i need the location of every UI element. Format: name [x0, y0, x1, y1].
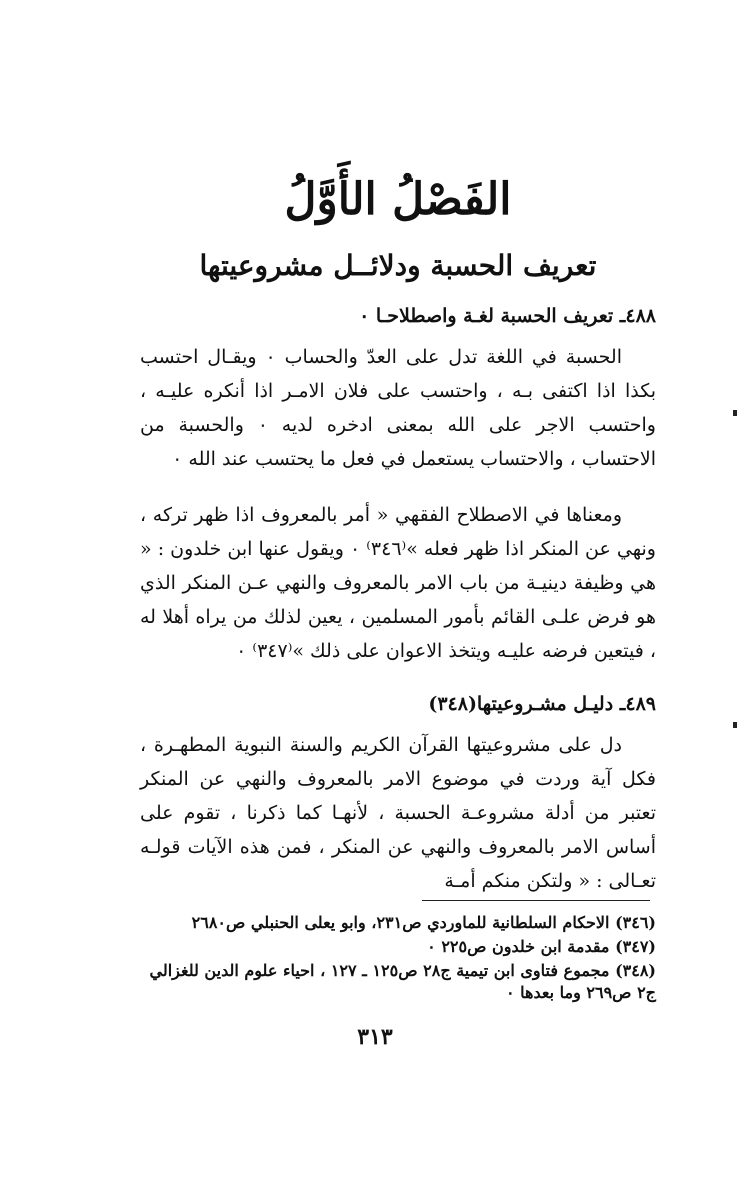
- margin-mark: [733, 410, 737, 416]
- section-heading-489: ٤٨٩ـ دليـل مشـروعيتها(٣٤٨): [428, 693, 656, 715]
- footnotes: [140, 912, 656, 1006]
- footnote-346: (٣٤٦) الاحكام السلطانية للماوردي ص٢٣١، وابو يعلى الحنبلي ص٢٦٨٠: [191, 913, 656, 932]
- chapter-subtitle: تعريف الحسبة ودلائــل مشروعيتها: [199, 249, 597, 282]
- paragraph-legitimacy-evidence: دل على مشروعيتها القرآن الكريم والسنة النبوية المطهـرة ، فكل آية وردت في موضوع الامر بالمعروف والنهي عن المنكر تعتبر من أدلة مشروعـة الحسبة ، لأنهـا كما ذكرنا ، تقوم على أساس الامر بالمعروف والنهي عن المنكر ، فمن هذه الآيات قولـه تعـالى : « ولتكن منكم أمـة: [140, 734, 656, 892]
- chapter-title: الفَصْلُ الأَوَّلُ: [284, 174, 512, 225]
- page-body: [140, 170, 656, 920]
- margin-mark: [733, 722, 737, 728]
- footnote-348: (٣٤٨) مجموع فتاوى ابن تيمية ج٢٨ ص١٢٥ ـ ١٢٧ ، احياء علوم الدين للغزالي ج٢ ص٢٦٩ وما بعدها ٠: [149, 961, 656, 1002]
- page-number: ٣١٣: [357, 1024, 393, 1050]
- footnote-separator: [422, 900, 650, 901]
- section-heading-488: ٤٨٨ـ تعريف الحسبة لغـة واصطلاحـا ٠: [359, 305, 656, 327]
- paragraph-hisba-terminology: ومعناها في الاصطلاح الفقهي « أمر بالمعروف اذا ظهر تركه ، ونهي عن المنكر اذا ظهر فعله »⁽٣٤٦⁾ ٠ ويقول عنها ابن خلدون : « هي وظيفة دينيـة من باب الامر بالمعروف والنهي عـن المنكر الذي هو فرض علـى القائم بأمور المسلمين ، يعين لذلك من يراه أهلا له ، فيتعين فرضه عليـه ويتخذ الاعوان على ذلك »⁽٣٤٧⁾ ٠: [140, 504, 656, 662]
- footnote-347: (٣٤٧) مقدمة ابن خلدون ص٢٢٥ ٠: [427, 937, 656, 956]
- paragraph-hisba-language: الحسبة في اللغة تدل على العدّ والحساب ٠ ويقـال احتسب بكذا اذا اكتفى بـه ، واحتسب على فلان الامـر اذا أنكره عليـه ، واحتسب الاجر على الله بمعنى ادخره لديه ٠ والحسبة من الاحتساب ، والاحتساب يستعمل في فعل ما يحتسب عند الله ٠: [140, 346, 656, 470]
